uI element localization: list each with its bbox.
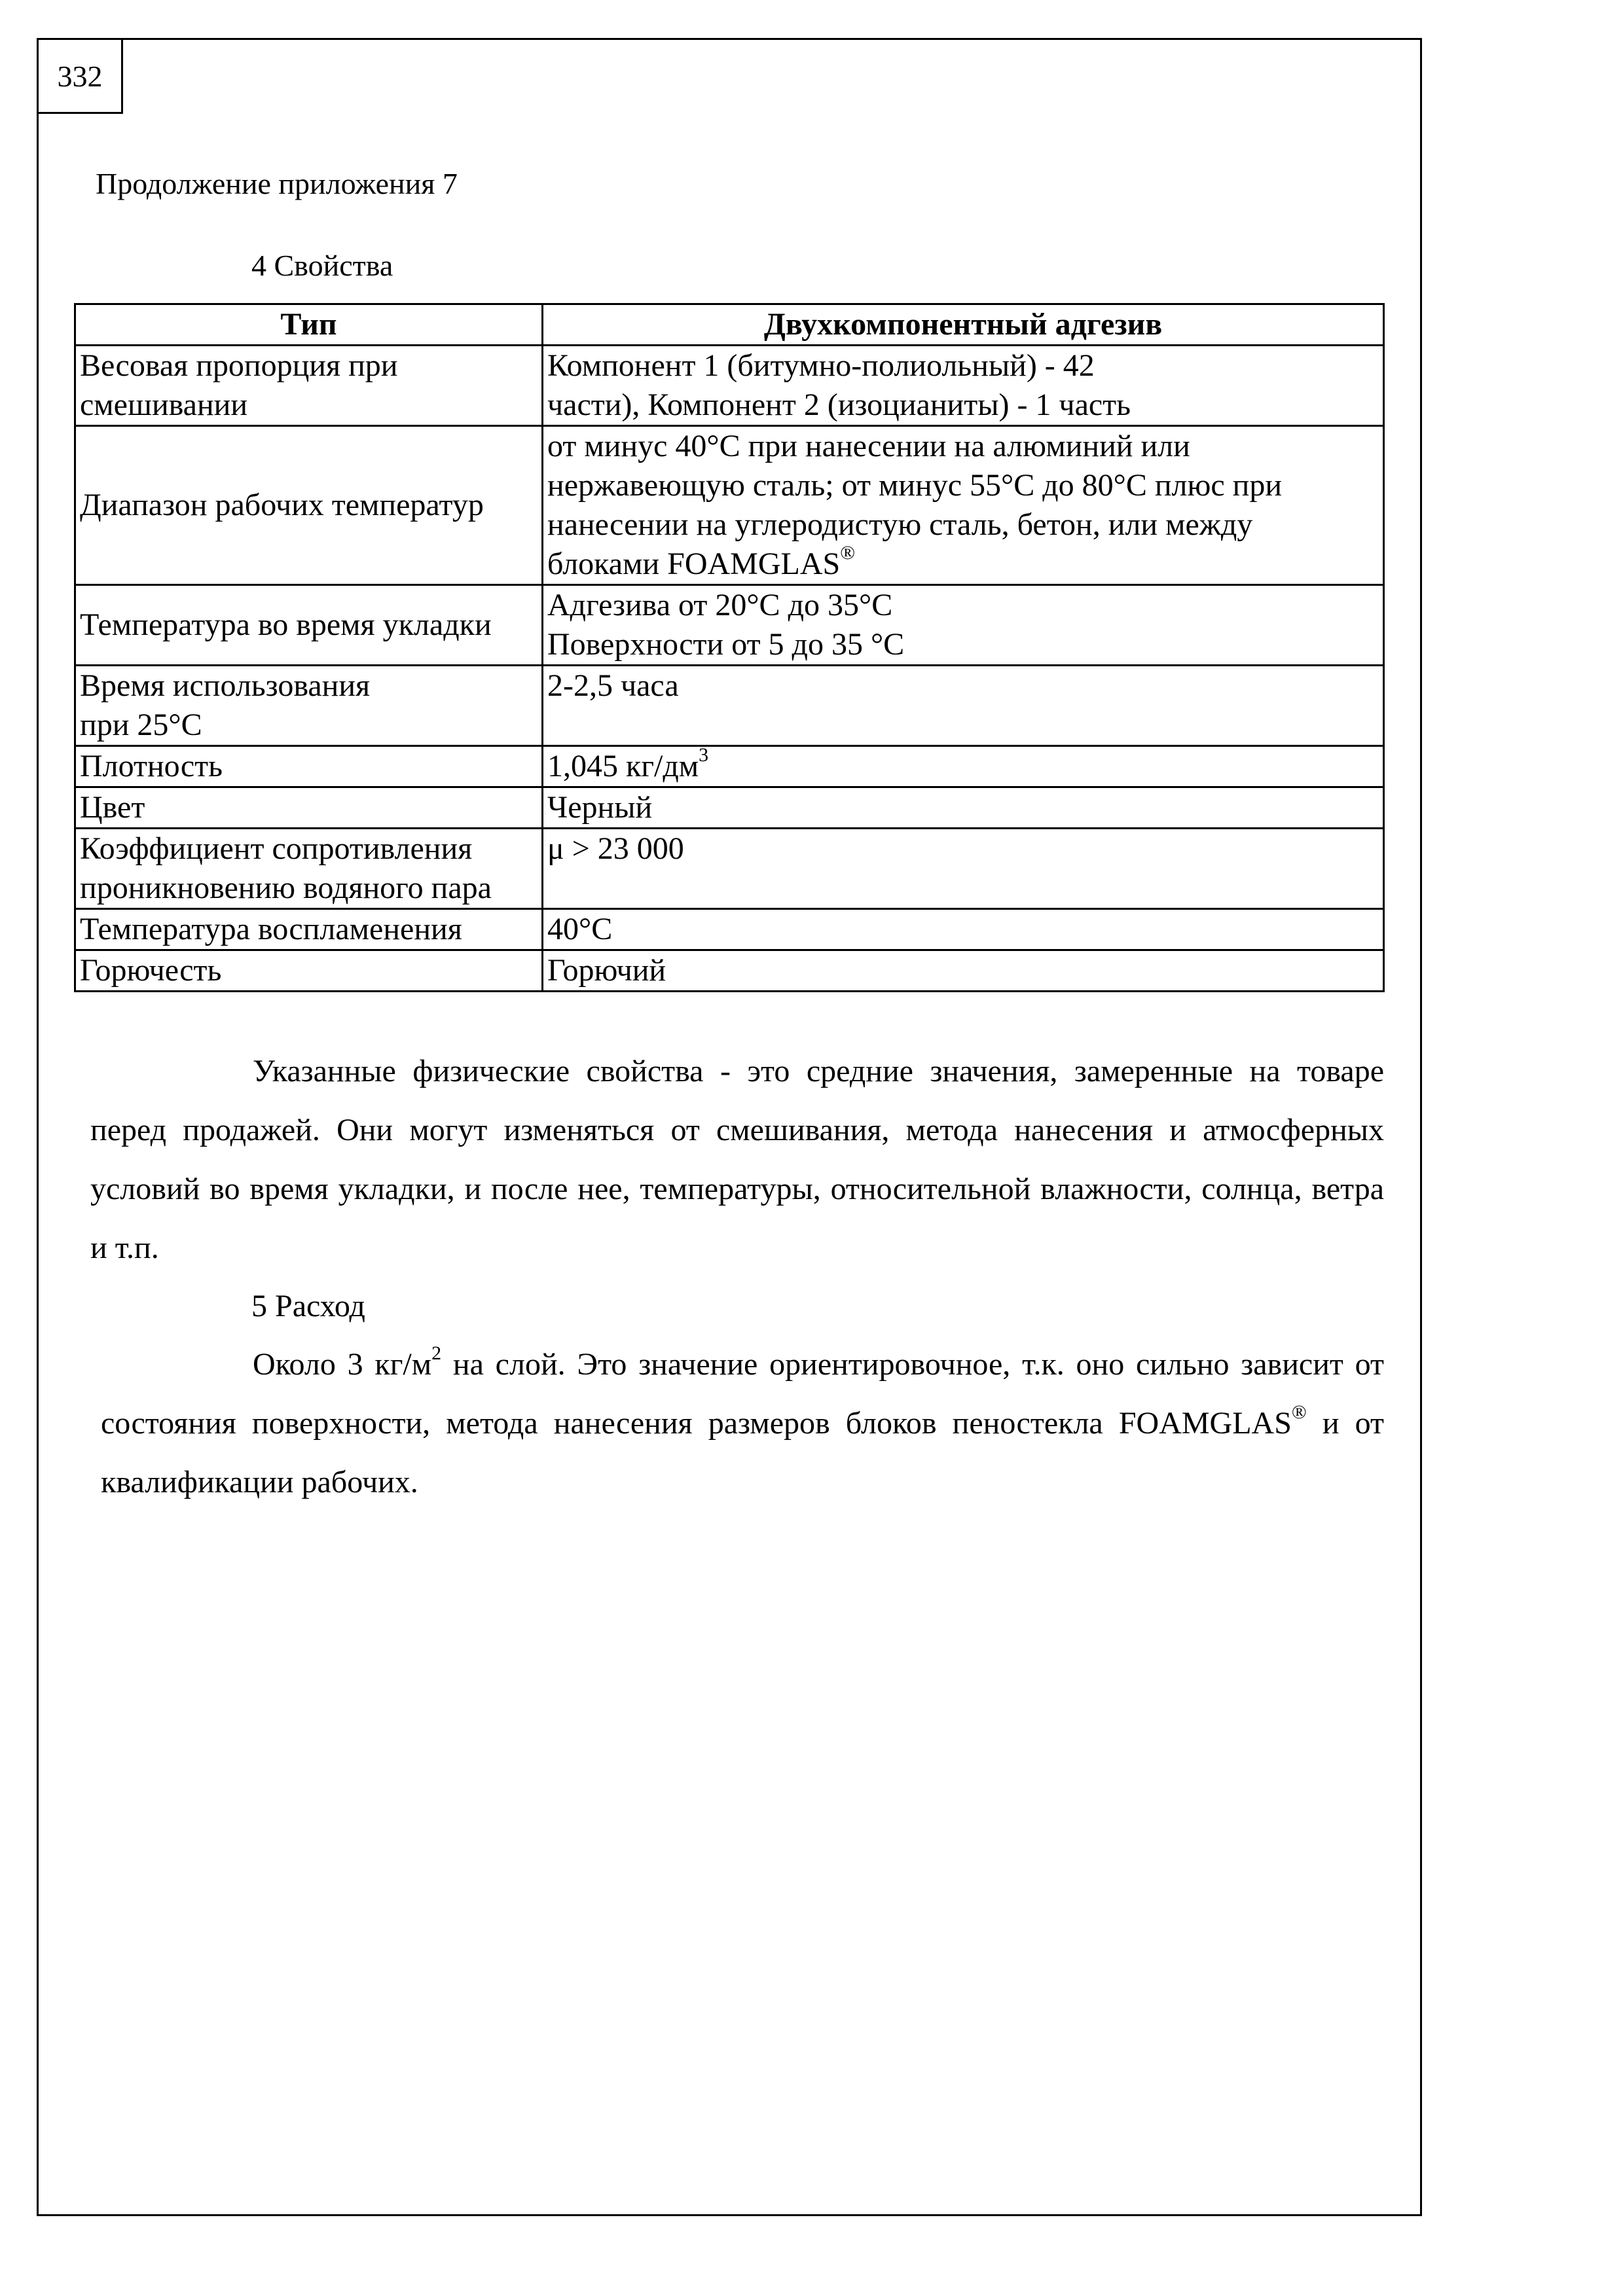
property-name: Коэффициент сопротивления проникновению водяного пара — [75, 829, 543, 909]
table-row — [75, 746, 1384, 787]
appendix-continuation: Продолжение приложения 7 — [96, 167, 458, 200]
properties-table — [74, 303, 1385, 992]
consumption-paragraph: Около 3 $кг/м^2$ на слой. Это значение ориентировочное, т.к. оно сильно зависит от состояния поверхности, метода нанесения размеров блоков пеностекла FOAMGLAS® и от квалификации рабочих. — [101, 1342, 1384, 1499]
property-value: Компонент 1 (битумно-полиольный) - 42 части), Компонент 2 (изоцианиты) - 1 часть — [543, 346, 1384, 426]
section-4-title: 4 Свойства — [251, 249, 393, 282]
table-row — [75, 787, 1384, 829]
registered-mark: ® — [840, 542, 855, 564]
property-value: μ > 23 000 — [543, 829, 1384, 909]
table-row — [75, 829, 1384, 909]
square-superscript: 2 — [431, 1342, 442, 1364]
property-name: Температура воспламенения — [75, 909, 543, 950]
property-value: 40°С — [543, 909, 1384, 950]
header-type: Тип — [75, 304, 543, 346]
table-row — [75, 346, 1384, 426]
table-row — [75, 666, 1384, 746]
property-name: Температура во время укладки — [75, 585, 543, 666]
property-name: Время использования при 25°С — [75, 666, 543, 746]
property-name: Диапазон рабочих температур — [75, 426, 543, 585]
property-value: 2-2,5 часа — [543, 666, 1384, 746]
physical-properties-paragraph: Указанные физические свойства - это средние значения, замеренные на товаре перед продажей. Они могут изменяться от смешивания, метода нанесения и атмосферных условий во время укладки, и после нее, температуры, относительной влажности, солнца, ветра и т.п. — [90, 1054, 1384, 1265]
property-name: Горючесть — [75, 950, 543, 992]
property-value: Адгезива от 20°С до 35°С Поверхности от 5 до 35 °С — [543, 585, 1384, 666]
property-value: Горючий — [543, 950, 1384, 992]
table-row — [75, 950, 1384, 992]
section-5-title: 5 Расход — [251, 1289, 365, 1323]
header-adhesive: Двухкомпонентный адгезив — [543, 304, 1384, 346]
table-row — [75, 426, 1384, 585]
registered-mark: ® — [1291, 1401, 1307, 1423]
property-value: от минус 40°С при нанесении на алюминий или нержавеющую сталь; от минус 55°С до 80°С плюс при нанесении на углеродистую сталь, бетон, или между блоками FOAMGLAS® — [543, 426, 1384, 585]
property-value: Черный — [543, 787, 1384, 829]
page-number: 332 — [37, 38, 123, 114]
property-name: Весовая пропорция при смешивании — [75, 346, 543, 426]
property-value: 1,045 $кг/дм^3$ — [543, 746, 1384, 787]
density-superscript: 3 — [699, 744, 709, 766]
table-row — [75, 909, 1384, 950]
table-header-row — [75, 304, 1384, 346]
property-name: Плотность — [75, 746, 543, 787]
table-row — [75, 585, 1384, 666]
property-name: Цвет — [75, 787, 543, 829]
